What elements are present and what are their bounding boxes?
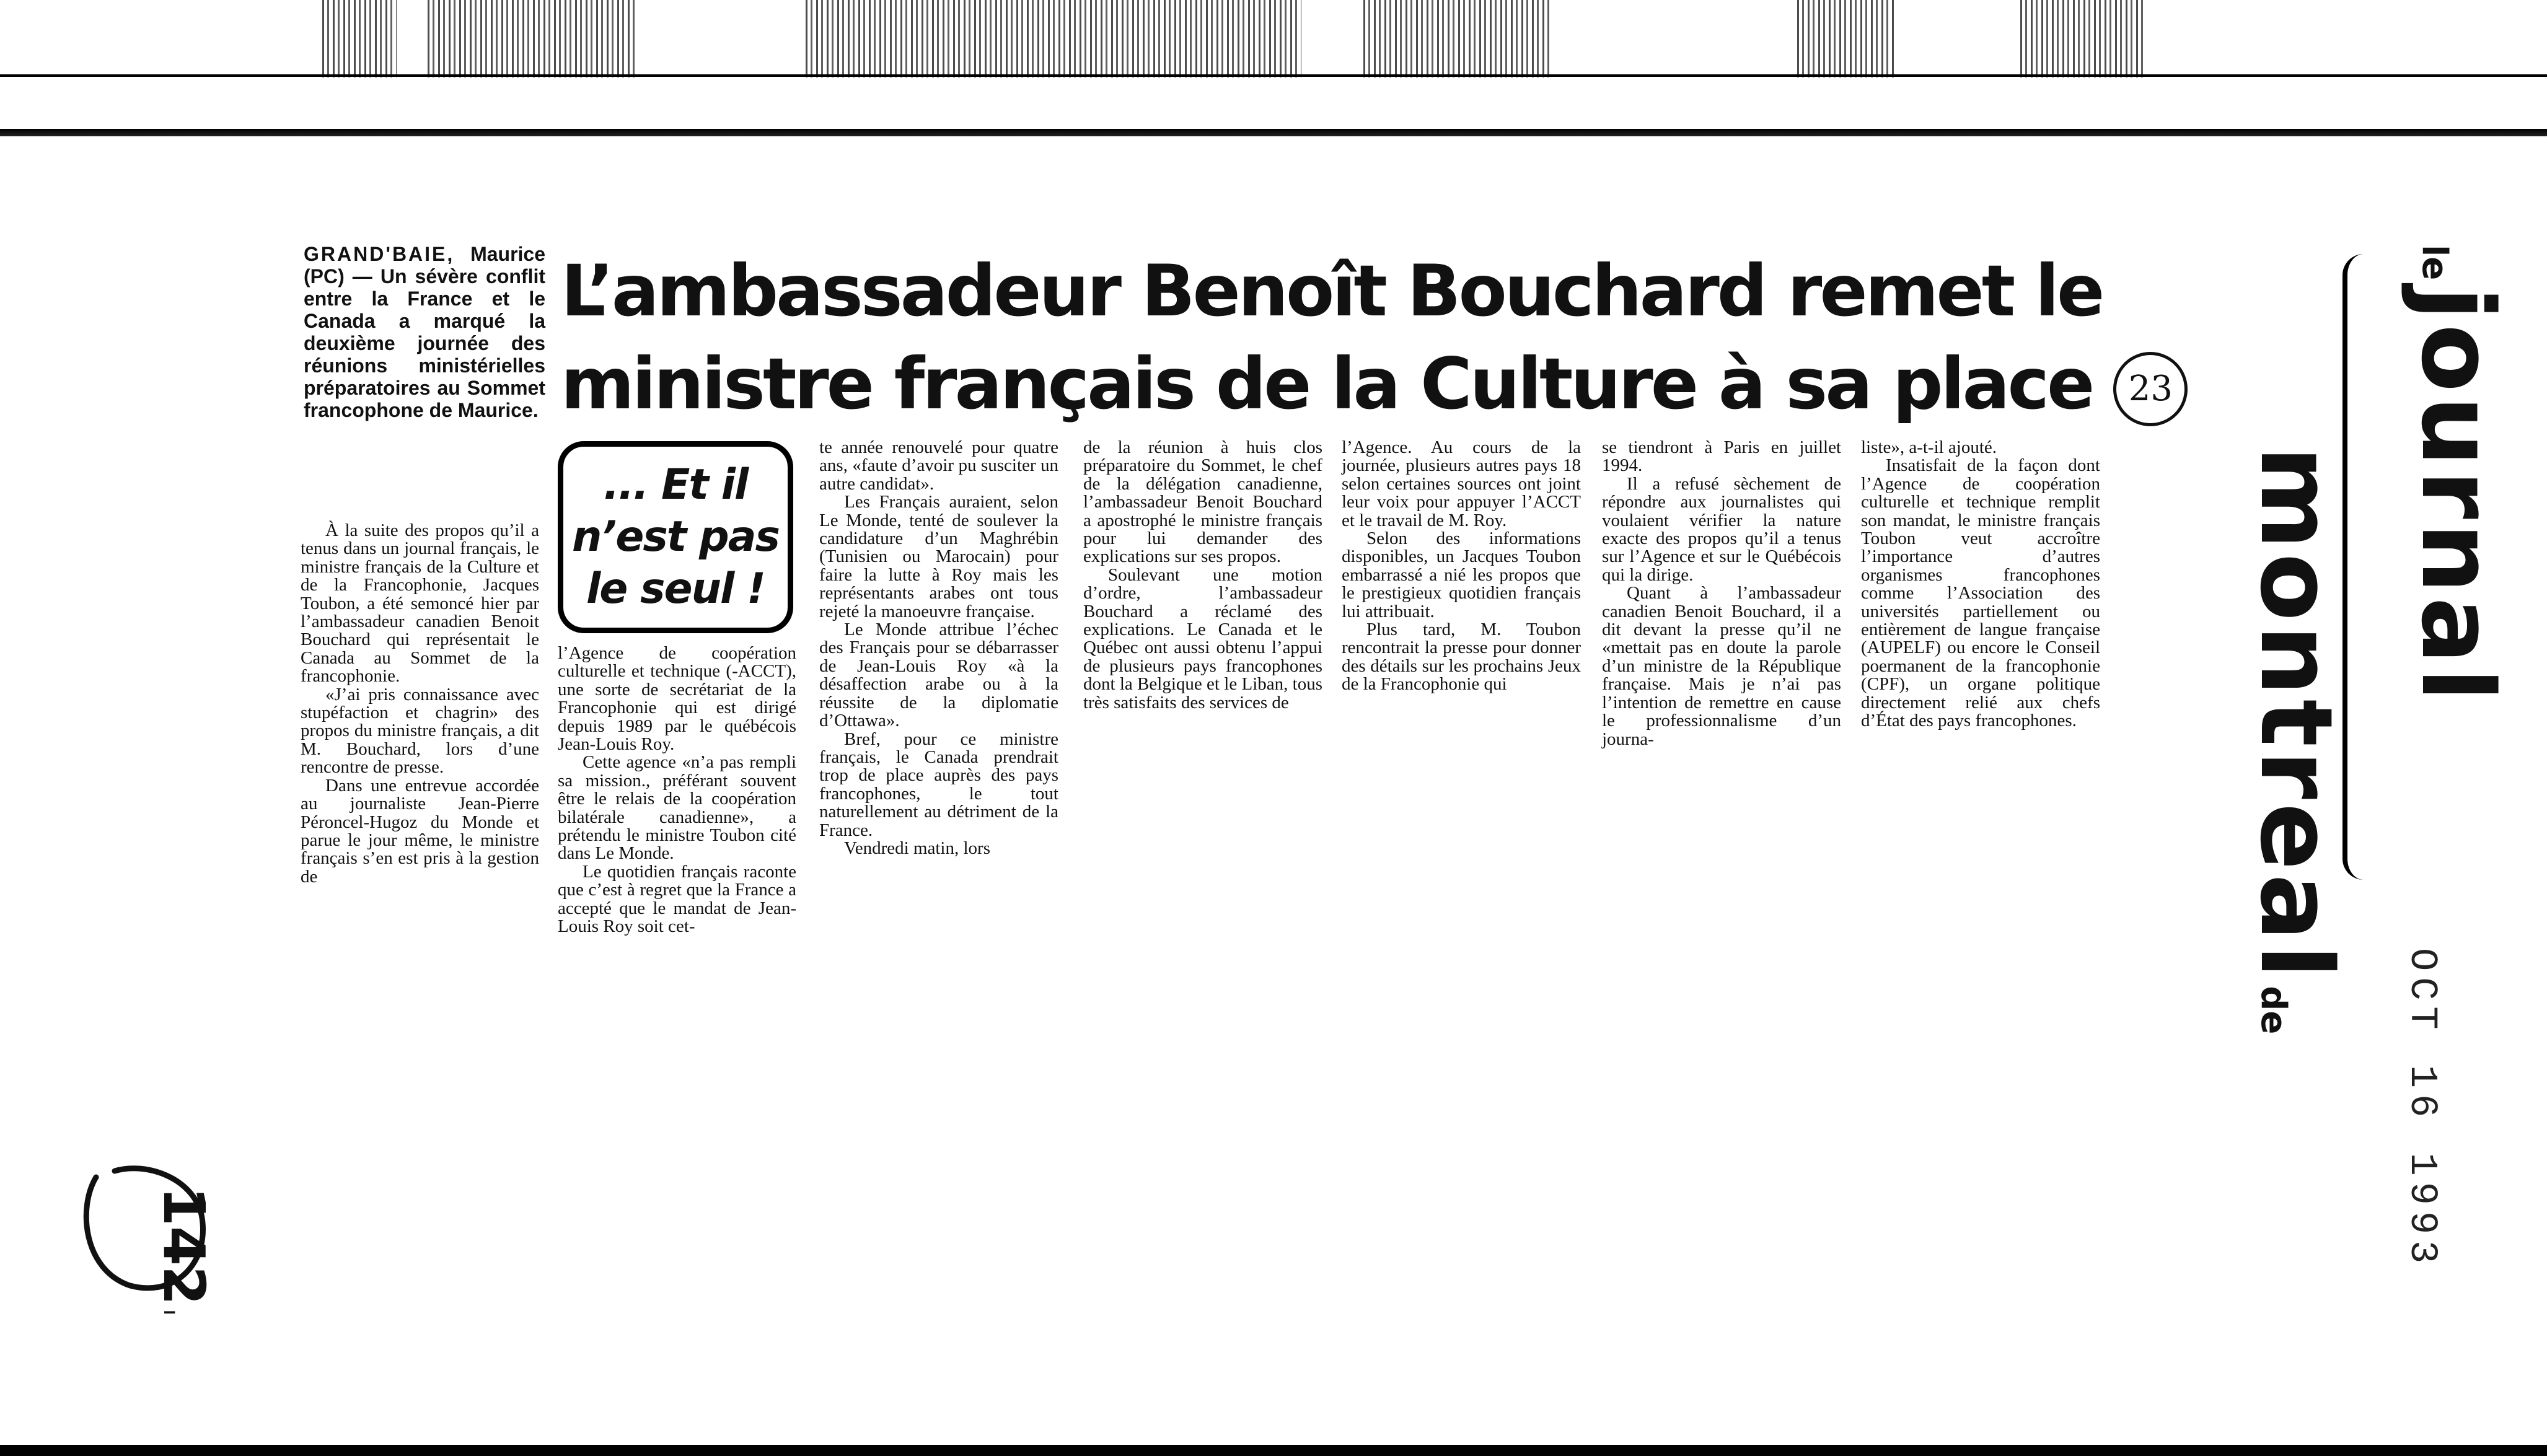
paragraph: Dans une entrevue accordée au journaliste Jean-Pierre Péroncel-Hugoz du Monde et parue le jour même, le ministre français s’en est pris à la gestion de <box>301 775 539 887</box>
body-column-4 <box>1083 439 1322 712</box>
page-mark-circled: 23 <box>2113 352 2188 426</box>
body-column-3 <box>819 439 1058 857</box>
handwritten-number-text: 142.74. <box>151 1186 217 1313</box>
paragraph: Selon des informations disponibles, un Jacques Toubon embarrassé a nié les propos que le prestigieux quotidien français lui attribuait. <box>1342 528 1581 621</box>
paragraph: Quant à l’ambassadeur canadien Benoit Bouchard, il a dit devant la presse qu’il ne «mettait pas en doute la parole d’un ministre de la République française. Mais je n’ai pas l’intention de remettre en cause le professionnalisme d’un journa- <box>1602 583 1841 749</box>
headline <box>561 245 2172 431</box>
body-column-7 <box>1861 439 2100 730</box>
paragraph: Le quotidien français raconte que c’est à regret que la France a accepté que le mandat de Jean-Louis Roy soit cet- <box>558 861 796 937</box>
teaser-box <box>558 441 793 633</box>
paragraph: Cette agence «n’a pas rempli sa mission., préférant souvent être le relais de la coopération bilatérale canadienne», a prétendu le ministre Toubon cité dans Le Monde. <box>558 752 796 864</box>
paragraph: Soulevant une motion d’ordre, l’ambassadeur Bouchard a réclamé des explications. Le Canada et le Québec ont aussi obtenu l’appui de plusieurs pays francophones dont la Belgique et le Liban, tous très satisfaits des services de <box>1083 564 1322 713</box>
handwritten-archive-number <box>71 1152 232 1313</box>
masthead-montreal: montreal <box>2238 446 2354 983</box>
bleed-through-strip <box>0 0 2547 87</box>
paragraph: liste», a-t-il ajouté. <box>1861 437 1997 457</box>
circled-number-mark <box>71 1152 232 1313</box>
headline-line-2 <box>561 338 2172 431</box>
teaser-text: ... Et il n’est pas le seul ! <box>571 460 780 613</box>
lead-text: Maurice (PC) — Un sévère conflit entre la France et le Canada a marqué la deuxième journée des réunions ministérielles préparatoires au Sommet francophone de Maurice. <box>304 243 545 421</box>
lead-paragraph <box>304 243 545 421</box>
paragraph: Le Monde attribue l’échec des Français pour se débarrasser de Jean-Louis Roy «à la désaffection arabe ou à la réussite de la diplomatie d’Ottawa». <box>819 620 1058 731</box>
dateline: GRAND'BAIE, <box>304 243 455 265</box>
paragraph: Les Français auraient, selon Le Monde, tenté de soulever la candidature d’un Maghrébin (Tunisien ou Marocain) pour faire la lutte à Roy mais les représentants arabes ont tous rejeté la manoeuvre française. <box>819 492 1058 621</box>
paragraph: de la réunion à huis clos préparatoire du Sommet, le chef de la délégation canadienne, l’ambassadeur Benoit Bouchard a apostrophé le ministre français pour lui demander des explications sur ses propos. <box>1083 437 1322 567</box>
body-column-2 <box>558 644 796 936</box>
paragraph: Plus tard, M. Toubon rencontrait la presse pour donner des détails sur les prochains Jeux de la Francophonie qui <box>1342 620 1581 695</box>
fold-line-top <box>0 74 2547 77</box>
paragraph: l’Agence. Au cours de la journée, plusieurs autres pays 18 selon certaines sources ont joint leur voix pour appuyer l’ACCT et le travail de M. Roy. <box>1342 437 1581 530</box>
scan-bottom-edge <box>0 1445 2547 1456</box>
masthead-le: le <box>2414 245 2455 281</box>
body-column-1 <box>301 522 539 886</box>
date-stamp: OCT 16 1993 <box>2400 948 2444 1270</box>
paragraph: À la suite des propos qu’il a tenus dans un journal français, le ministre français de la Culture et de la Francophonie, Jacques Toubon, a été semoncé hier par l’ambassadeur canadien Benoit Bouchard qui représentait le Canada au Sommet de la francophonie. <box>301 520 539 686</box>
masthead-journal: journal <box>2400 286 2515 706</box>
headline-line-2-text: ministre français de la Culture à sa place <box>561 343 2093 425</box>
paragraph: Bref, pour ce ministre français, le Canada prendrait trop de place auprès des pays francophones, le tout naturellement au détriment de la France. <box>819 729 1058 840</box>
fold-line-heavy <box>0 129 2547 136</box>
paragraph: Insatisfait de la façon dont l’Agence de coopération culturelle et technique remplit son mandat, le ministre français Toubon veut accroître l’importance d’autres organismes francophones comme l’Association des universités partiellement ou entièrement de langue française (AUPELF) ou encore le Conseil poermanent de la francophonie (CPF), un organe politique directement relié aux chefs d’État des pays francophones. <box>1861 455 2100 731</box>
paragraph: te année renouvelé pour quatre ans, «faute d’avoir pu susciter un autre candidat». <box>819 437 1058 494</box>
paragraph: se tiendront à Paris en juillet 1994. <box>1602 437 1841 476</box>
body-column-5 <box>1342 439 1581 694</box>
paragraph: Il a refusé sèchement de répondre aux journalistes qui voulaient vérifier la nature exacte des propos qu’il a tenus sur l’Agence et sur le Québécois qui la dirige. <box>1602 473 1841 585</box>
paragraph: «J’ai pris connaissance avec stupéfaction et chagrin» des propos du ministre français, a dit M. Bouchard, lors d’une rencontre de presse. <box>301 684 539 778</box>
paragraph: Vendredi matin, lors <box>844 838 990 858</box>
paragraph: l’Agence de coopération culturelle et technique (-ACCT), une sorte de secrétariat de la Francophonie qui est dirigé depuis 1989 par le québécois Jean-Louis Roy. <box>558 643 796 755</box>
headline-line-1: L’ambassadeur Benoît Bouchard remet le <box>561 250 2103 332</box>
masthead-de: de <box>2253 986 2294 1035</box>
body-column-6 <box>1602 439 1841 748</box>
